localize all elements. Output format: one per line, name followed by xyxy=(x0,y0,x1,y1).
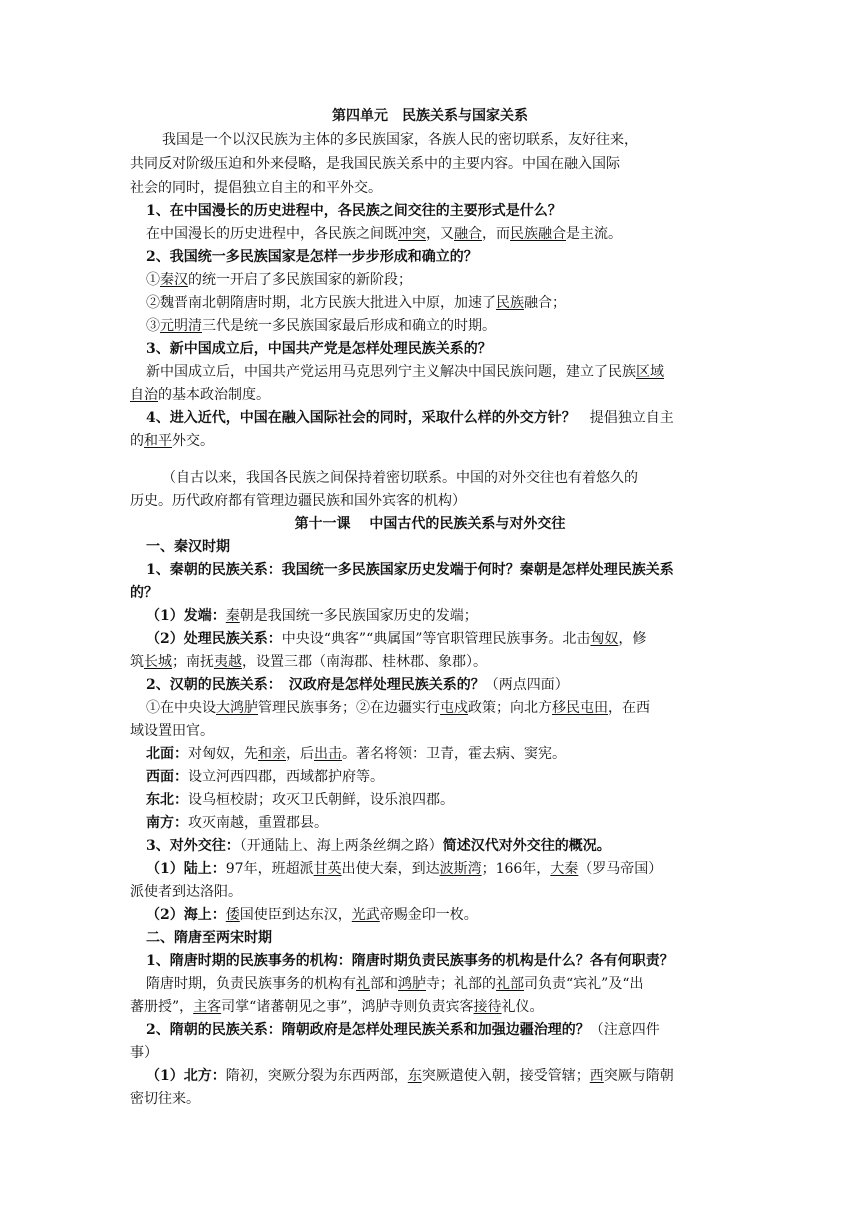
s1-land-line-2: 派使者到达洛阳。 xyxy=(130,884,242,900)
s2-a1-line-2: 蕃册授”，主客司掌“诸蕃朝见之事”，鸿胪寺则负责宾客接待礼仪。 xyxy=(130,999,544,1015)
q3-answer-line-2: 自治的基本政治制度。 xyxy=(130,387,270,403)
intro-line-1: 我国是一个以汉民族为主体的多民族国家，各族人民的密切联系，友好往来， xyxy=(162,132,638,148)
note-line-1: （自古以来，我国各民族之间保持着密切联系。中国的对外交往也有着悠久的 xyxy=(162,470,638,486)
q2-item-3: ③元明清三代是统一多民族国家最后形成和确立的时期。 xyxy=(146,318,496,334)
s2-north-line-1: （1）北方：隋初，突厥分裂为东西两部，东突厥遣使入朝，接受管辖；西突厥与隋朝 xyxy=(146,1068,674,1084)
s1-northeast: 东北：设乌桓校尉；攻灭卫氏朝鲜，设乐浪四郡。 xyxy=(146,792,454,808)
q2-item-2: ②魏晋南北朝隋唐时期，北方民族大批进入中原，加速了民族融合； xyxy=(146,295,566,311)
intro-line-3: 社会的同时，提倡独立自主的和平外交。 xyxy=(130,180,382,196)
q1-answer: 在中国漫长的历史进程中，各民族之间既冲突，又融合，而民族融合是主流。 xyxy=(146,226,622,242)
s1-q1-title-line-1: 1、秦朝的民族关系：我国统一多民族国家历史发端于何时？秦朝是怎样处理民族关系 xyxy=(146,562,674,578)
q4-title: 4、进入近代，中国在融入国际社会的同时，采取什么样的外交方针？ xyxy=(146,410,576,426)
s1-p1: （1）发端：秦朝是我国统一多民族国家历史的发端； xyxy=(146,608,478,624)
s1-south: 南方：攻灭南越，重置郡县。 xyxy=(146,815,328,831)
s1-q3-title: 3、对外交往：（开通陆上、海上两条丝绸之路）简述汉代对外交往的概况。 xyxy=(146,838,611,854)
q4-line-1: 4、进入近代，中国在融入国际社会的同时，采取什么样的外交方针？ 提倡独立自主 xyxy=(146,410,674,426)
s2-q1-title: 1、隋唐时期的民族事务的机构：隋唐时期负责民族事务的机构是什么？各有何职责？ xyxy=(146,953,674,969)
s1-han-line-1: ①在中央设大鸿胪管理民族事务；②在边疆实行屯戍政策；向北方移民屯田，在西 xyxy=(146,700,650,716)
q3-answer-line-1: 新中国成立后，中国共产党运用马克思列宁主义解决中国民族问题，建立了民族区域 xyxy=(146,364,664,380)
s1-q1-title-line-2: 的？ xyxy=(130,585,158,601)
s1-p2-line-1: （2）处理民族关系：中央设“典客”“典属国”等官职管理民族事务。北击匈奴，修 xyxy=(146,631,647,647)
q4-line-2: 的和平外交。 xyxy=(130,433,214,449)
q2-item-1: ①秦汉的统一开启了多民族国家的新阶段； xyxy=(146,272,412,288)
q3-title: 3、新中国成立后，中国共产党是怎样处理民族关系的？ xyxy=(146,341,492,357)
section-1-title: 一、秦汉时期 xyxy=(146,539,230,555)
intro-line-2: 共同反对阶级压迫和外来侵略，是我国民族关系中的主要内容。中国在融入国际 xyxy=(130,156,620,172)
unit-title: 第四单元 民族关系与国家关系 xyxy=(332,108,528,124)
s2-q2-title-line-1: 2、隋朝的民族关系：隋朝政府是怎样处理民族关系和加强边疆治理的？（注意四件 xyxy=(146,1022,660,1038)
s2-a1-line-1: 隋唐时期，负责民族事务的机构有礼部和鸿胪寺；礼部的礼部司负责“宾礼”及“出 xyxy=(146,976,644,992)
s1-han-line-2: 域设置田官。 xyxy=(130,723,214,739)
s1-sea: （2）海上：倭国使臣到达东汉，光武帝赐金印一枚。 xyxy=(146,907,478,923)
q1-title: 1、在中国漫长的历史进程中，各民族之间交往的主要形式是什么？ xyxy=(146,203,562,219)
s2-q2-title-line-2: 事） xyxy=(130,1045,158,1061)
s1-land-line-1: （1）陆上：97年，班超派甘英出使大秦，到达波斯湾；166年，大秦（罗马帝国） xyxy=(146,861,663,877)
s1-p2-line-2: 筑长城；南抚夷越，设置三郡（南海郡、桂林郡、象郡）。 xyxy=(130,654,487,670)
s2-north-line-2: 密切往来。 xyxy=(130,1091,200,1107)
s1-west: 西面：设立河西四郡，西域都护府等。 xyxy=(146,769,384,785)
q2-title: 2、我国统一多民族国家是怎样一步步形成和确立的？ xyxy=(146,249,478,265)
section-2-title: 二、隋唐至两宋时期 xyxy=(146,930,272,946)
note-line-2: 历史。历代政府都有管理边疆民族和国外宾客的机构） xyxy=(130,493,466,509)
s1-q2-title: 2、汉朝的民族关系： 汉政府是怎样处理民族关系的？（两点四面） xyxy=(146,677,569,693)
lesson-title: 第十一课 中国古代的民族关系与对外交往 xyxy=(294,516,566,532)
s1-north: 北面：对匈奴，先和亲，后出击。著名将领：卫青，霍去病、窦宪。 xyxy=(146,746,566,762)
